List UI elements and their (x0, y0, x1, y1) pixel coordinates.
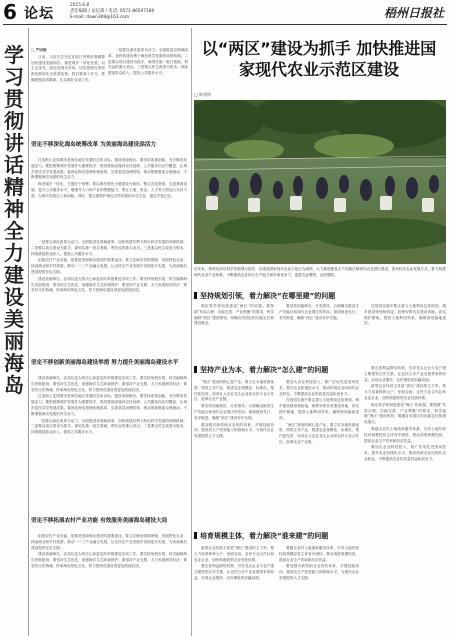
s3-text-b: 要健全农村土地流转服务体系，引导土地经营权向规模经营主体有序流转，推动适度规模经营，提高农业生产效率和经济效益。 (279, 546, 359, 562)
vertical-title: 学习贯彻讲话精神 全力建设美丽海岛 (4, 43, 24, 397)
header-meta (70, 3, 154, 21)
s2-text-b2: 在规划实施中要注重与土地利用总体规划、城乡建设规划相衔接，统筹安排各类建设用地，切实保护耕地，提高土地利用效率，确保规划落地见效。 (279, 398, 359, 420)
section-heading-3: 培育规模主体，着力解决“谁来建”的问题 (194, 532, 364, 541)
left-sub-2: 坚定不移创新美丽海岛建设举措 努力提升美丽海岛建设水平 (31, 360, 179, 366)
column-divider (28, 28, 29, 636)
meta-line-2: E-mail: dawn308@163.com (70, 15, 130, 20)
left-body-1-text: 打造海上花园城市是海岛地区发展的总体目标。建设美丽海岛，要坚持改革创新，充分释放发展活力。要把统筹城乡发展作为重要抓手，推进基础设施向农村延伸、公共服务向农村覆盖，让城乡居民共享发展成果。要深化海岛管理体制改革，完善基层治理结构，推动资源要素合理流动，不断增强海岛发展的内生动力。 (31, 158, 187, 180)
left-sub-3: 坚定不移拓展农村产业功能 有效服务美丽海岛建设大局 (31, 518, 168, 524)
s2-col-c (364, 366, 446, 636)
s3-col-b (279, 546, 359, 636)
main-headline: 以“两区”建设为抓手 加快推进国家现代农业示范区建设 (201, 39, 437, 79)
s3-text-b2: 要加强对新型职业农民的培育，开展技能培训，提高其生产经营能力和管理水平，为现代农业发展提供人才支撑。 (279, 564, 359, 580)
vineyard-photo (194, 100, 446, 264)
byline: □ 陈建明 (194, 92, 212, 97)
s2-text-c: 要完善利益联结机制，引导龙头企业与农户建立紧密型合作关系，让农民分享产业发展带来的收益，实现企业增效、农民增收的双赢局面。 (364, 366, 446, 382)
s2-col-a (194, 380, 274, 530)
vineyard-image (194, 100, 446, 264)
intro-text: 日前，习近平总书记在浙江考察时强调要加快建设美丽海岛，推进城乡一体化发展，以生态优先、绿色发展为导向，切实把海岛的资源优势转化为发展优势。我们要深入学习，准确把握讲话精神，扎实做好各项工作。 (31, 54, 105, 82)
page-number: 6 (3, 0, 17, 24)
left-extra-1: 一是要以深化改革为动力。全面推进各领域改革，加快构建有利于海岛科学发展的体制机制。二是要以项目建设为抓手，谋划实施一批打基础、利长远的重大项目。三是要以民生改善为根本，持续增加群众收入，提高公共服务水平。 (31, 240, 187, 256)
s2-text-c5: 要加大农业科技投入，推广应用先进适用技术，提升农业机械化水平，推动传统农业向现代农业转变，不断提高农业的质量效益和竞争力。 (364, 445, 446, 461)
s2-col-b (279, 380, 359, 530)
left-extra-2: 拓展农村产业功能，是推进美丽海岛建设的重要途径。要立足海岛资源禀赋，发展特色农业、休闲渔业和乡村旅游，推动一二三产业融合发展，让农民在产业发展中得到更多实惠，为美丽海岛建设提供坚实支撑。 (31, 258, 187, 274)
s2-text-a: “两区”建设的核心是产业。要立足本地资源优势，围绕主导产业，推进农业规模化、标准化、集约化经营，培育壮大农业龙头企业和农民专业合作社，延伸农业产业链。 (194, 380, 274, 402)
left-intro-cont (108, 48, 188, 140)
s1-text-c: 在规划实施中要注重与土地利用总体规划、城乡建设规划相衔接，统筹安排各类建设用地，切实保护耕地，提高土地利用效率，确保规划落地见效。 (364, 304, 446, 326)
s2-text-b: 要加大农业科技投入，推广应用先进适用技术，提升农业机械化水平，推动传统农业向现代农业转变，不断提高农业的质量效益和竞争力。 (279, 380, 359, 396)
s1-text-a: 制定科学规划是建设“两区”的前提。要按照“布局合理、功能完善、产业集聚”的要求，科学编制“两区”建设规划，明确各类园区的功能定位和建设重点。 (194, 304, 274, 326)
date-line: 2015.6.8 (70, 3, 90, 8)
intro-text-cont: 一是要以深化改革为动力。全面推进各领域改革，加快构建有利于海岛科学发展的体制机制。二是要以项目建设为抓手，谋划实施一批打基础、利长远的重大项目。三是要以民生改善为根本，持续增加群众收入，提高公共服务水平。 (108, 48, 188, 76)
s2-text-a3: 要加强对新型职业农民的培育，开展技能培训，提高其生产经营能力和管理水平，为现代农业发展提供人才支撑。 (194, 422, 274, 439)
left-body-2c-text: 一是要以深化改革为动力。全面推进各领域改革，加快构建有利于海岛科学发展的体制机制。二是要以项目建设为抓手，谋划实施一批打基础、利长远的重大项目。三是要以民生改善为根本，持续增加群众收入，提高公共服务水平。 (31, 418, 187, 435)
masthead-logo: 梧州日报社 (383, 6, 444, 20)
left-body-1 (31, 158, 187, 238)
left-body-2b-text: 打造海上花园城市是海岛地区发展的总体目标。建设美丽海岛，要坚持改革创新，充分释放发展活力。要把统筹城乡发展作为重要抓手，推进基础设施向农村延伸、公共服务向农村覆盖，让城乡居民共享发展成果。要深化海岛管理体制改革，完善基层治理结构，推动资源要素合理流动，不断增强海岛发展的内生动力。 (31, 394, 187, 416)
s2-text-b3: “两区”建设的核心是产业。要立足本地资源优势，围绕主导产业，推进农业规模化、标准化、集约化经营，培育壮大农业龙头企业和农民专业合作社，延伸农业产业链。 (279, 422, 359, 444)
s2-text-c4: 要健全农村土地流转服务体系，引导土地经营权向规模经营主体有序流转，推动适度规模经营，提高农业生产效率和经济效益。 (364, 426, 446, 443)
meta-line-1: 责任编辑 / 论坛部 / 电话: 0571-86597189 (70, 9, 155, 14)
left-body-2-text: 建设美丽海岛，必须以更大的决心和更实的举措推进各项工作。要坚持规划引领，科学编制海岛发展规划；要坚持生态优先，加强海洋生态环境保护；要坚持产业支撑，大力发展海洋经济；要坚持文化铸魂，传承海岛特色文化，努力把海岛建设得更加美丽宜居。 (31, 376, 187, 392)
left-body-extra (31, 240, 187, 356)
section-title: 论坛 (24, 6, 54, 22)
left-body-3b-text: 建设美丽海岛，必须以更大的决心和更实的举措推进各项工作。要坚持规划引领，科学编制海岛发展规划；要坚持生态优先，加强海洋生态环境保护；要坚持产业支撑，大力发展海洋经济；要坚持文化铸魂，传承海岛特色文化，努力把海岛建设得更加美丽宜居。 (31, 552, 187, 568)
left-sub-1: 坚定不移深化海岛统筹改革 为美丽海岛建设添活力 (31, 142, 157, 148)
s3-text-a: 新型农业经营主体是“两区”建设的主力军。要大力培育种养大户、家庭农场、农民专业合作社和农业企业，加快构建新型农业经营体系。 (194, 546, 274, 562)
photo-caption: 近年来，梧州坚持以科学发展观为指导，以建设国家现代农业示范区为统领，大力推进粮食生产功能区和现代农业园区建设，加快转变农业发展方式，着力构建现代农业产业体系，不断提高农业综合生产能力和市场竞争力，促进农业增效、农民增收。 (194, 267, 446, 277)
s2-text-c3: 制定科学规划是建设“两区”的前提。要按照“布局合理、功能完善、产业集聚”的要求，科学编制“两区”建设规划，明确各类园区的功能定位和建设重点。 (364, 402, 446, 425)
s1-col-c (364, 304, 446, 362)
vertical-divider-mid (191, 28, 192, 636)
section-heading-2: 坚持产业为本，着力解决“怎么建”的问题 (194, 366, 364, 375)
s1-col-a (194, 304, 274, 362)
left-body-2 (31, 376, 187, 506)
s2-text-c2: 新型农业经营主体是“两区”建设的主力军。要大力培育种养大户、家庭农场、农民专业合作社和农业企业，加快构建新型农业经营体系。 (364, 384, 446, 400)
page-header (0, 0, 450, 26)
s1-col-b (279, 304, 359, 362)
s3-col-a (194, 546, 274, 636)
left-intro (31, 48, 105, 140)
section-heading-1: 坚持规划引领，着力解决“在哪里建”的问题 (194, 292, 446, 301)
intro-label: □ 严国强 (31, 48, 47, 52)
header-rule (3, 24, 447, 25)
left-body-3-text: 拓展农村产业功能，是推进美丽海岛建设的重要途径。要立足海岛资源禀赋，发展特色农业、休闲渔业和乡村旅游，推动一二三产业融合发展，让农民在产业发展中得到更多实惠，为美丽海岛建设提供坚实支撑。 (31, 534, 187, 550)
s3-text-a2: 要完善利益联结机制，引导龙头企业与农户建立紧密型合作关系，让农民分享产业发展带来的收益，实现企业增效、农民增收的双赢局面。 (194, 564, 274, 580)
left-body-1b-text: 推进城乡一体化，关键在于统筹。要以海岛特色小镇建设为载体，整合各类资源，完善基础设施，提升公共服务水平，增强对人口和产业的集聚能力。要在土地、资金、人才等方面加大支持力度，为海岛发展注入新动能。同时，要注重保护海岛自然风貌和历史文化，留住乡愁记忆。 (31, 182, 187, 198)
s2-text-a2: 要坚持因地制宜、分类指导，合理确定粮食生产功能区和现代农业园区的布局，做到规划先行、有序推进，确保“两区”建设有序实施。 (194, 404, 274, 420)
left-extra-3: 建设美丽海岛，必须以更大的决心和更实的举措推进各项工作。要坚持规划引领，科学编制海岛发展规划；要坚持生态优先，加强海洋生态环境保护；要坚持产业支撑，大力发展海洋经济；要坚持文化铸魂，传承海岛特色文化，努力把海岛建设得更加美丽宜居。 (31, 276, 187, 293)
s1-text-b: 要坚持因地制宜、分类指导，合理确定粮食生产功能区和现代农业园区的布局，做到规划先行、有序推进，确保“两区”建设有序实施。 (279, 304, 359, 320)
left-body-3 (31, 534, 187, 636)
